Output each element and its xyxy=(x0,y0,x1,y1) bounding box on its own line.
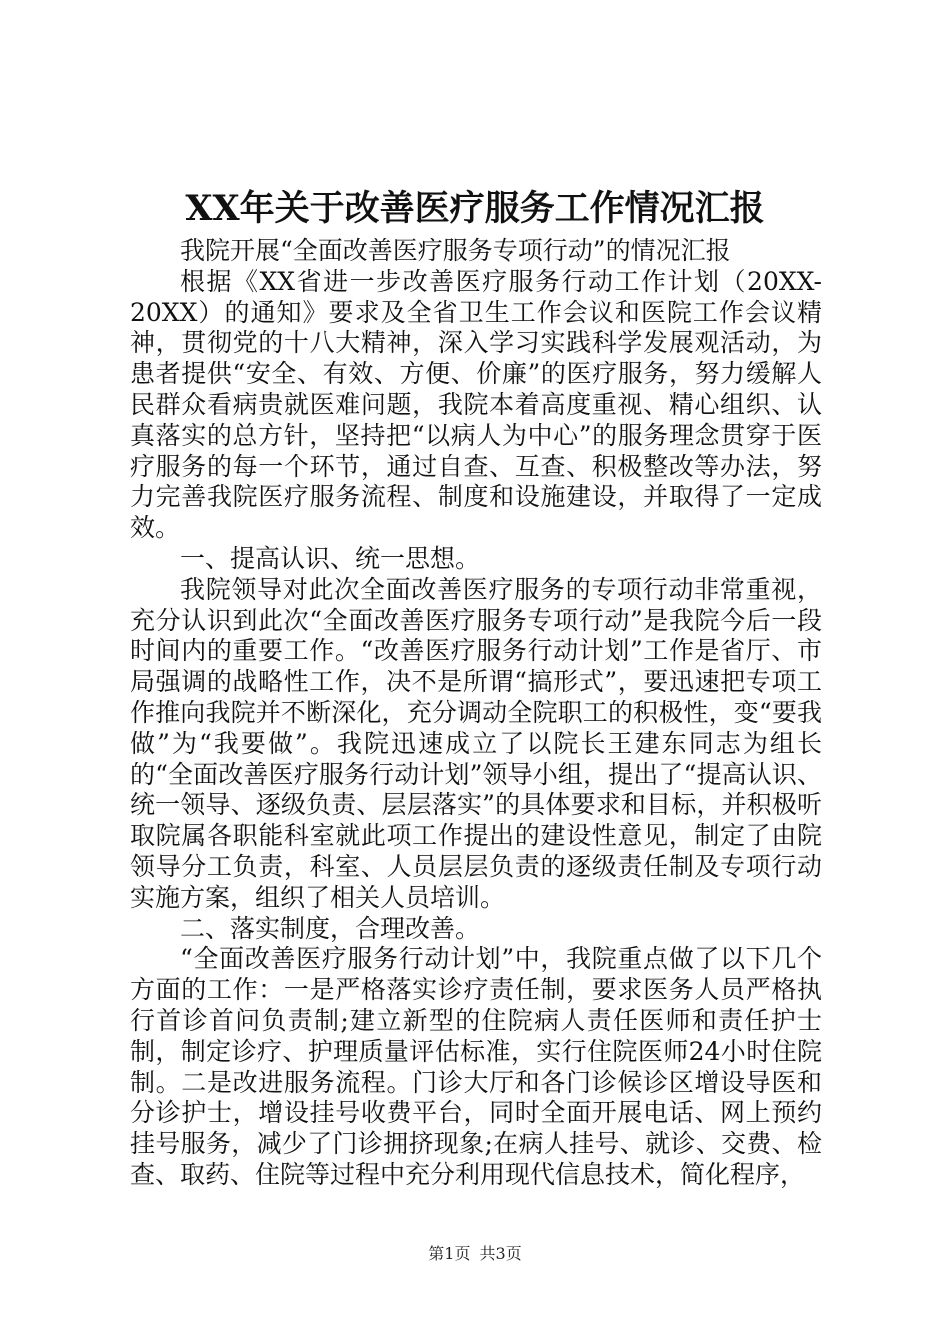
paragraph-subtitle: 我院开展“全面改善医疗服务专项行动”的情况汇报 xyxy=(180,236,731,265)
document-body xyxy=(130,236,822,1191)
section-heading-1: 一、提高认识、统一思想。 xyxy=(180,543,481,573)
paragraph-intro: 根据《XX省进一步改善医疗服务行动工作计划（20XX-20XX）的通知》要求及全省卫生工作会议和医院工作会议精神，贯彻党的十八大精神，深入学习实践科学发展观活动，为患者提供“安全、有效、方便、价廉”的医疗服务，努力缓解人民群众看病贵就医难问题，我院本着高度重视、精心组织、认真落实的总方针，坚持把“以病人为中心”的服务理念贯穿于医疗服务的每一个环节，通过自查、互查、积极整改等办法，努力完善我院医疗服务流程、制度和设施建设，并取得了一定成效。 xyxy=(130,266,822,543)
section-heading-2: 二、落实制度，合理改善。 xyxy=(180,913,481,943)
page-number: 第1页 xyxy=(428,1244,471,1263)
page-footer xyxy=(0,1243,950,1265)
page-total: 共3页 xyxy=(479,1244,522,1263)
document-title: XX年关于改善医疗服务工作情况汇报 xyxy=(185,188,765,229)
paragraph-section-1: 我院领导对此次全面改善医疗服务的专项行动非常重视，充分认识到此次“全面改善医疗服务专项行动”是我院今后一段时间内的重要工作。“改善医疗服务行动计划”工作是省厅、市局强调的战略性工作，决不是所谓“搞形式”，要迅速把专项工作推向我院并不断深化，充分调动全院职工的积极性，变“要我做”为“我要做”。我院迅速成立了以院长王建东同志为组长的“全面改善医疗服务行动计划”领导小组，提出了“提高认识、统一领导、逐级负责、层层落实”的具体要求和目标，并积极听取院属各职能科室就此项工作提出的建设性意见，制定了由院领导分工负责，科室、人员层层负责的逐级责任制及专项行动实施方案，组织了相关人员培训。 xyxy=(130,574,822,912)
paragraph-section-2: “全面改善医疗服务行动计划”中，我院重点做了以下几个方面的工作：一是严格落实诊疗责任制，要求医务人员严格执行首诊首问负责制;建立新型的住院病人责任医师和责任护士制，制定诊疗、护理质量评估标准，实行住院医师24小时住院制。二是改进服务流程。门诊大厅和各门诊候诊区增设导医和分诊护士，增设挂号收费平台，同时全面开展电话、网上预约挂号服务，减少了门诊拥挤现象;在病人挂号、就诊、交费、检查、取药、住院等过程中充分利用现代信息技术，简化程序， xyxy=(130,944,822,1189)
